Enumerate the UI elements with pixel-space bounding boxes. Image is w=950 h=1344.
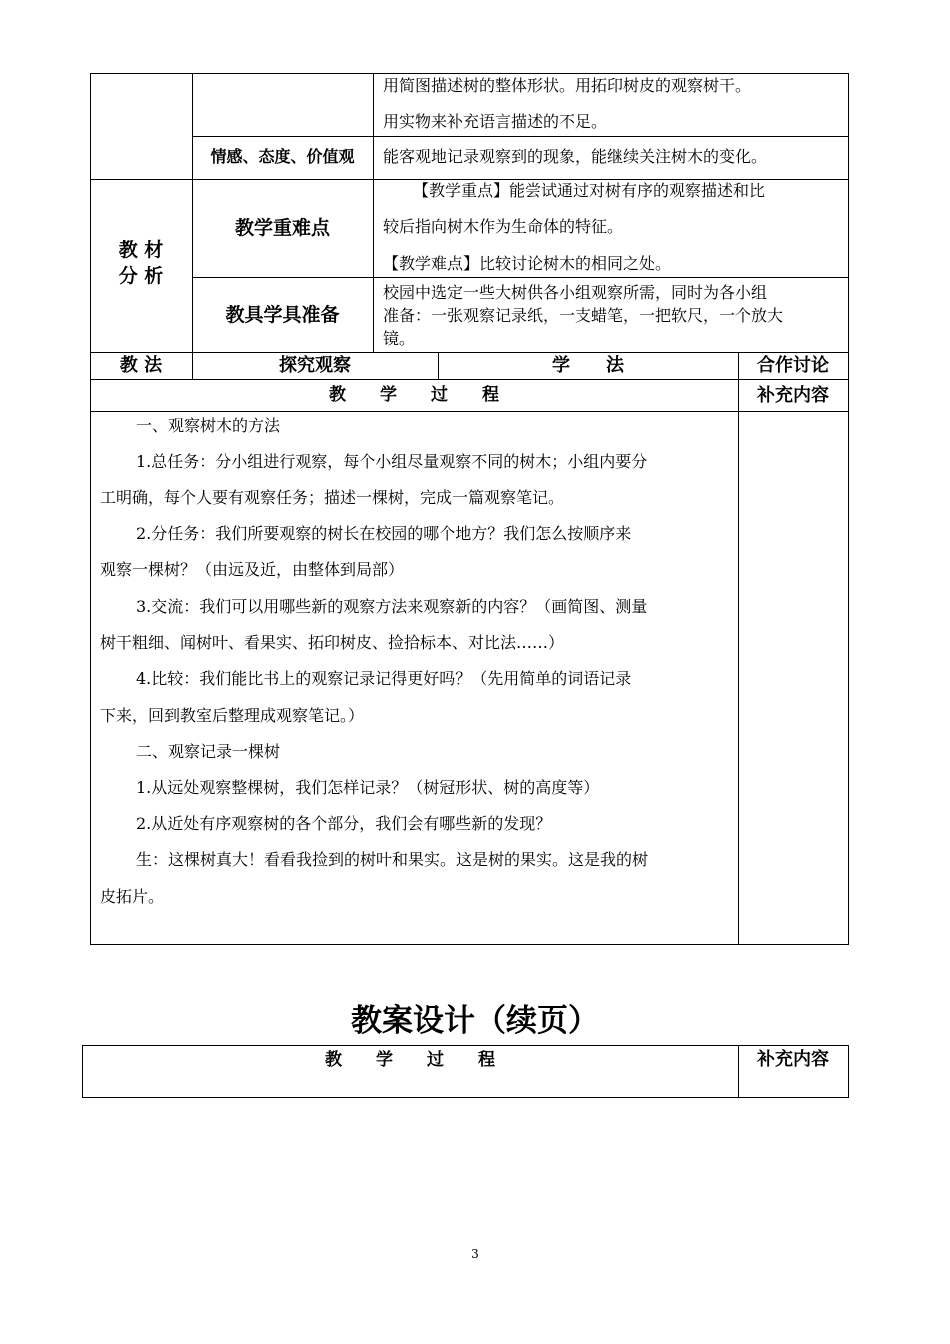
process-line: 观察一棵树？（由远及近，由整体到局部） — [100, 560, 405, 579]
continuation-process-header: 教 学 过 程 — [325, 1050, 495, 1070]
table-cell-text: 用实物来补充语言描述的不足。 — [383, 112, 608, 131]
page-number: 3 — [471, 1247, 479, 1261]
learning-method-label: 学 法 — [552, 355, 624, 376]
process-line: 下来，回到教室后整理成观察笔记。） — [100, 706, 365, 725]
process-line: 3.交流：我们可以用哪些新的观察方法来观察新的内容？（画简图、测量 — [136, 597, 648, 616]
key-point-text: 较后指向树木作为生命体的特征。 — [383, 217, 624, 236]
process-line: 一、观察树木的方法 — [136, 416, 281, 435]
material-analysis-label: 分 析 — [118, 265, 164, 287]
process-line: 树干粗细、闻树叶、看果实、拓印树皮、捡拾标本、对比法……） — [100, 633, 565, 652]
learning-method-value: 合作讨论 — [757, 355, 829, 376]
tools-text: 准备：一张观察记录纸，一支蜡笔，一把软尺，一个放大 — [383, 306, 784, 325]
emotion-text: 能客观地记录观察到的现象，能继续关注树木的变化。 — [383, 147, 768, 166]
tools-text: 校园中选定一些大树供各小组观察所需，同时为各小组 — [383, 283, 768, 302]
continuation-title: 教案设计（续页） — [351, 1003, 599, 1039]
emotion-label: 情感、态度、价值观 — [210, 147, 355, 166]
material-analysis-label: 教 材 — [118, 239, 164, 261]
process-line: 皮拓片。 — [100, 887, 165, 906]
teaching-method-label: 教 法 — [119, 355, 163, 376]
process-line: 1.从远处观察整棵树，我们怎样记录？（树冠形状、树的高度等） — [136, 778, 600, 797]
process-line: 生：这棵树真大！看看我捡到的树叶和果实。这是树的果实。这是我的树 — [136, 850, 649, 869]
process-line: 工明确，每个人要有观察任务；描述一棵树，完成一篇观察笔记。 — [100, 488, 565, 507]
process-header: 教 学 过 程 — [329, 385, 499, 405]
difficult-point-text: 【教学难点】比较讨论树木的相同之处。 — [383, 254, 672, 273]
key-difficult-label: 教学重难点 — [234, 217, 330, 239]
process-line: 4.比较：我们能比书上的观察记录记得更好吗？（先用简单的词语记录 — [136, 669, 632, 688]
process-line: 二、观察记录一棵树 — [136, 742, 281, 761]
key-point-text: 【教学重点】能尝试通过对树有序的观察描述和比 — [413, 181, 766, 200]
tools-label: 教具学具准备 — [225, 304, 340, 326]
teaching-method-value: 探究观察 — [279, 355, 351, 376]
continuation-supplement-header: 补充内容 — [757, 1049, 829, 1070]
table-cell-text: 用简图描述树的整体形状。用拓印树皮的观察树干。 — [383, 76, 752, 95]
process-line: 2.从近处有序观察树的各个部分，我们会有哪些新的发现？ — [136, 814, 552, 833]
process-line: 2.分任务：我们所要观察的树长在校园的哪个地方？我们怎么按顺序来 — [136, 524, 632, 543]
tools-text: 镜。 — [383, 329, 416, 348]
supplement-header: 补充内容 — [757, 385, 829, 406]
process-line: 1.总任务：分小组进行观察，每个小组尽量观察不同的树木；小组内要分 — [136, 452, 648, 471]
